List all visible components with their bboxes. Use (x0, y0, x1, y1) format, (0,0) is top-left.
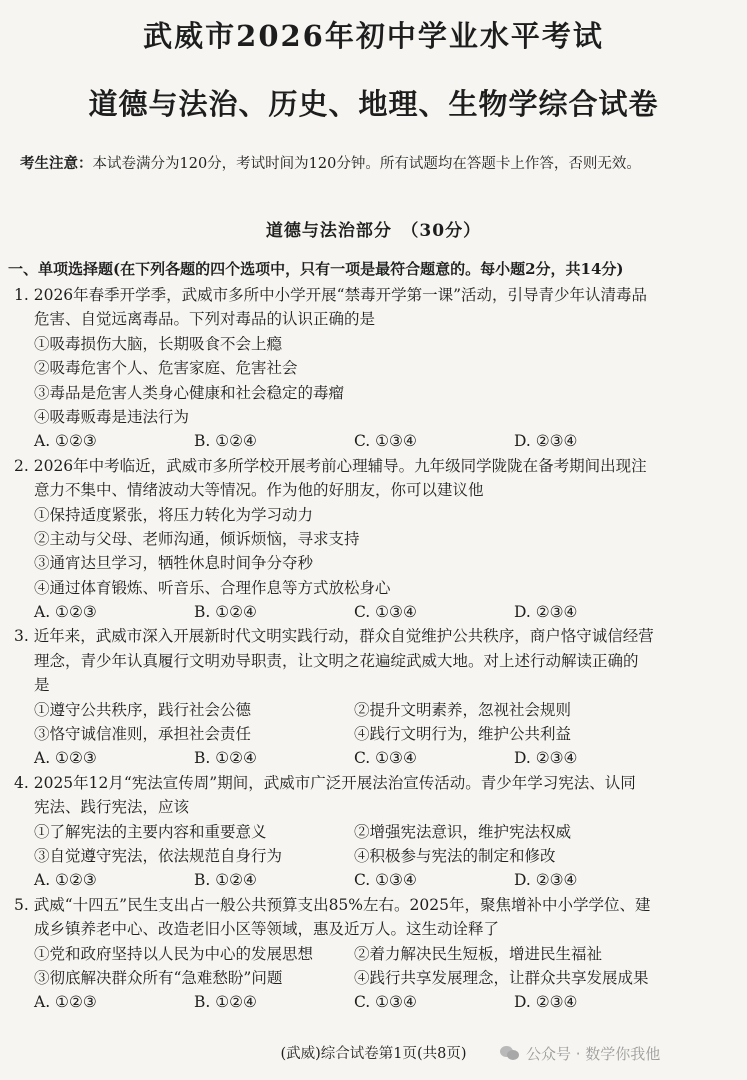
options-row (14, 990, 734, 1014)
question-3 (14, 624, 734, 770)
statement-4: ④积极参与宪法的制定和修改 (354, 846, 556, 865)
question-stem: 1. 2026年春季开学季，武威市多所中小学开展“禁毒开学第一课”活动，引导青少年认清毒品 (14, 286, 648, 304)
statement-3: ③通宵达旦学习，牺牲休息时间争分夺秒 (34, 554, 314, 573)
notice-text: 本试卷满分为120分，考试时间为120分钟。所有试题均在答题卡上作答，否则无效。 (92, 156, 641, 172)
exam-subtitle: 道德与法治、历史、地理、生物学综合试卷 (88, 87, 659, 121)
statement-3: ③自觉遵守宪法，依法规范自身行为 (34, 846, 283, 865)
option-d: D. ②③④ (514, 993, 578, 1012)
option-c: C. ①③④ (354, 993, 417, 1012)
option-a: A. ①②③ (34, 749, 97, 768)
statement-2: ②着力解决民生短板，增进民生福祉 (354, 944, 603, 963)
statement-2: ②吸毒危害个人、危害家庭、危害社会 (34, 359, 298, 378)
question-5 (14, 893, 734, 1015)
wechat-watermark (500, 1040, 740, 1066)
statement-2: ②主动与父母、老师沟通，倾诉烦恼，寻求支持 (34, 529, 360, 548)
statement-2: ②提升文明素养，忽视社会规则 (354, 700, 572, 719)
option-c: C. ①③④ (354, 603, 417, 622)
options-row (14, 746, 734, 770)
question-stem: 4. 2025年12月“宪法宣传周”期间，武威市广泛开展法治宣传活动。青少年学习宪法、认同 (14, 773, 636, 792)
option-a: A. ①②③ (34, 432, 97, 451)
question-stem: 危害、自觉远离毒品。下列对毒品的认识正确的是 (34, 310, 376, 329)
question-stem: 5. 武威“十四五”民生支出占一般公共预算支出85%左右。2025年，聚焦增补中小学学位、建 (14, 895, 651, 914)
statement-3: ③彻底解决群众所有“急难愁盼”问题 (34, 968, 283, 987)
statement-1: ①吸毒损伤大脑，长期吸食不会上瘾 (34, 334, 283, 353)
option-a: A. ①②③ (34, 871, 97, 890)
statements-row (14, 966, 734, 990)
part-title: 道德与法治部分 （30分） (265, 221, 482, 241)
option-c: C. ①③④ (354, 871, 417, 890)
watermark-text: 公众号 · 数学你我他 (526, 1044, 661, 1063)
statement-3: ③恪守诚信准则，承担社会责任 (34, 725, 252, 744)
page-footer: (武威)综合试卷第1页(共8页) (280, 1046, 467, 1062)
statements-row (14, 844, 734, 868)
option-b: B. ①②④ (194, 993, 257, 1012)
options-row (14, 600, 734, 624)
statements-row (14, 698, 734, 722)
statements-row (14, 722, 734, 746)
options-row (14, 868, 734, 892)
question-stem: 是 (34, 676, 50, 695)
statements-row (14, 942, 734, 966)
statement-3: ③毒品是危害人类身心健康和社会稳定的毒瘤 (34, 383, 345, 402)
question-stem: 成乡镇养老中心、改造老旧小区等领域，惠及近万人。这生动诠释了 (34, 920, 500, 939)
option-c: C. ①③④ (354, 432, 417, 451)
question-list (14, 283, 734, 1015)
option-a: A. ①②③ (34, 993, 97, 1012)
statements-row (14, 820, 734, 844)
question-4 (14, 771, 734, 893)
question-stem: 3. 近年来，武威市深入开展新时代文明实践行动，群众自觉维护公共秩序，商户恪守诚信经营 (14, 627, 654, 646)
question-2 (14, 454, 734, 625)
statement-4: ④践行共享发展理念，让群众共享发展成果 (354, 968, 649, 987)
wechat-icon (500, 1044, 520, 1062)
question-stem: 意力不集中、情绪波动大等情况。作为他的好朋友，你可以建议他 (34, 481, 484, 500)
question-stem: 宪法、践行宪法，应该 (34, 798, 190, 817)
statement-1: ①了解宪法的主要内容和重要意义 (34, 822, 267, 841)
statement-1: ①保持适度紧张，将压力转化为学习动力 (34, 505, 314, 524)
option-d: D. ②③④ (514, 603, 578, 622)
option-b: B. ①②④ (194, 749, 257, 768)
statement-4: ④践行文明行为，维护公共利益 (354, 725, 572, 744)
notice-label: 考生注意： (20, 155, 93, 172)
option-d: D. ②③④ (514, 749, 578, 768)
option-d: D. ②③④ (514, 432, 578, 451)
exam-title: 武威市2026年初中学业水平考试 (143, 19, 604, 53)
option-b: B. ①②④ (194, 432, 257, 451)
option-b: B. ①②④ (194, 871, 257, 890)
question-stem: 2. 2026年中考临近，武威市多所学校开展考前心理辅导。九年级同学陇陇在备考期间出现注 (14, 456, 647, 475)
statement-1: ①遵守公共秩序，践行社会公德 (34, 700, 252, 719)
option-b: B. ①②④ (194, 603, 257, 622)
question-stem: 理念，青少年认真履行文明劝导职责，让文明之花遍绽武威大地。对上述行动解读正确的 (34, 651, 639, 670)
statement-1: ①党和政府坚持以人民为中心的发展思想 (34, 944, 314, 963)
option-d: D. ②③④ (514, 871, 578, 890)
question-1 (14, 283, 734, 454)
statement-4: ④通过体育锻炼、听音乐、合理作息等方式放松身心 (34, 578, 391, 597)
option-c: C. ①③④ (354, 749, 417, 768)
options-row (14, 429, 734, 453)
candidate-notice (20, 152, 735, 173)
statement-4: ④吸毒贩毒是违法行为 (34, 407, 190, 426)
statement-2: ②增强宪法意识，维护宪法权威 (354, 822, 572, 841)
section-heading: 一、单项选择题(在下列各题的四个选项中，只有一项是最符合题意的。每小题2分，共14分) (8, 260, 624, 278)
option-a: A. ①②③ (34, 603, 97, 622)
